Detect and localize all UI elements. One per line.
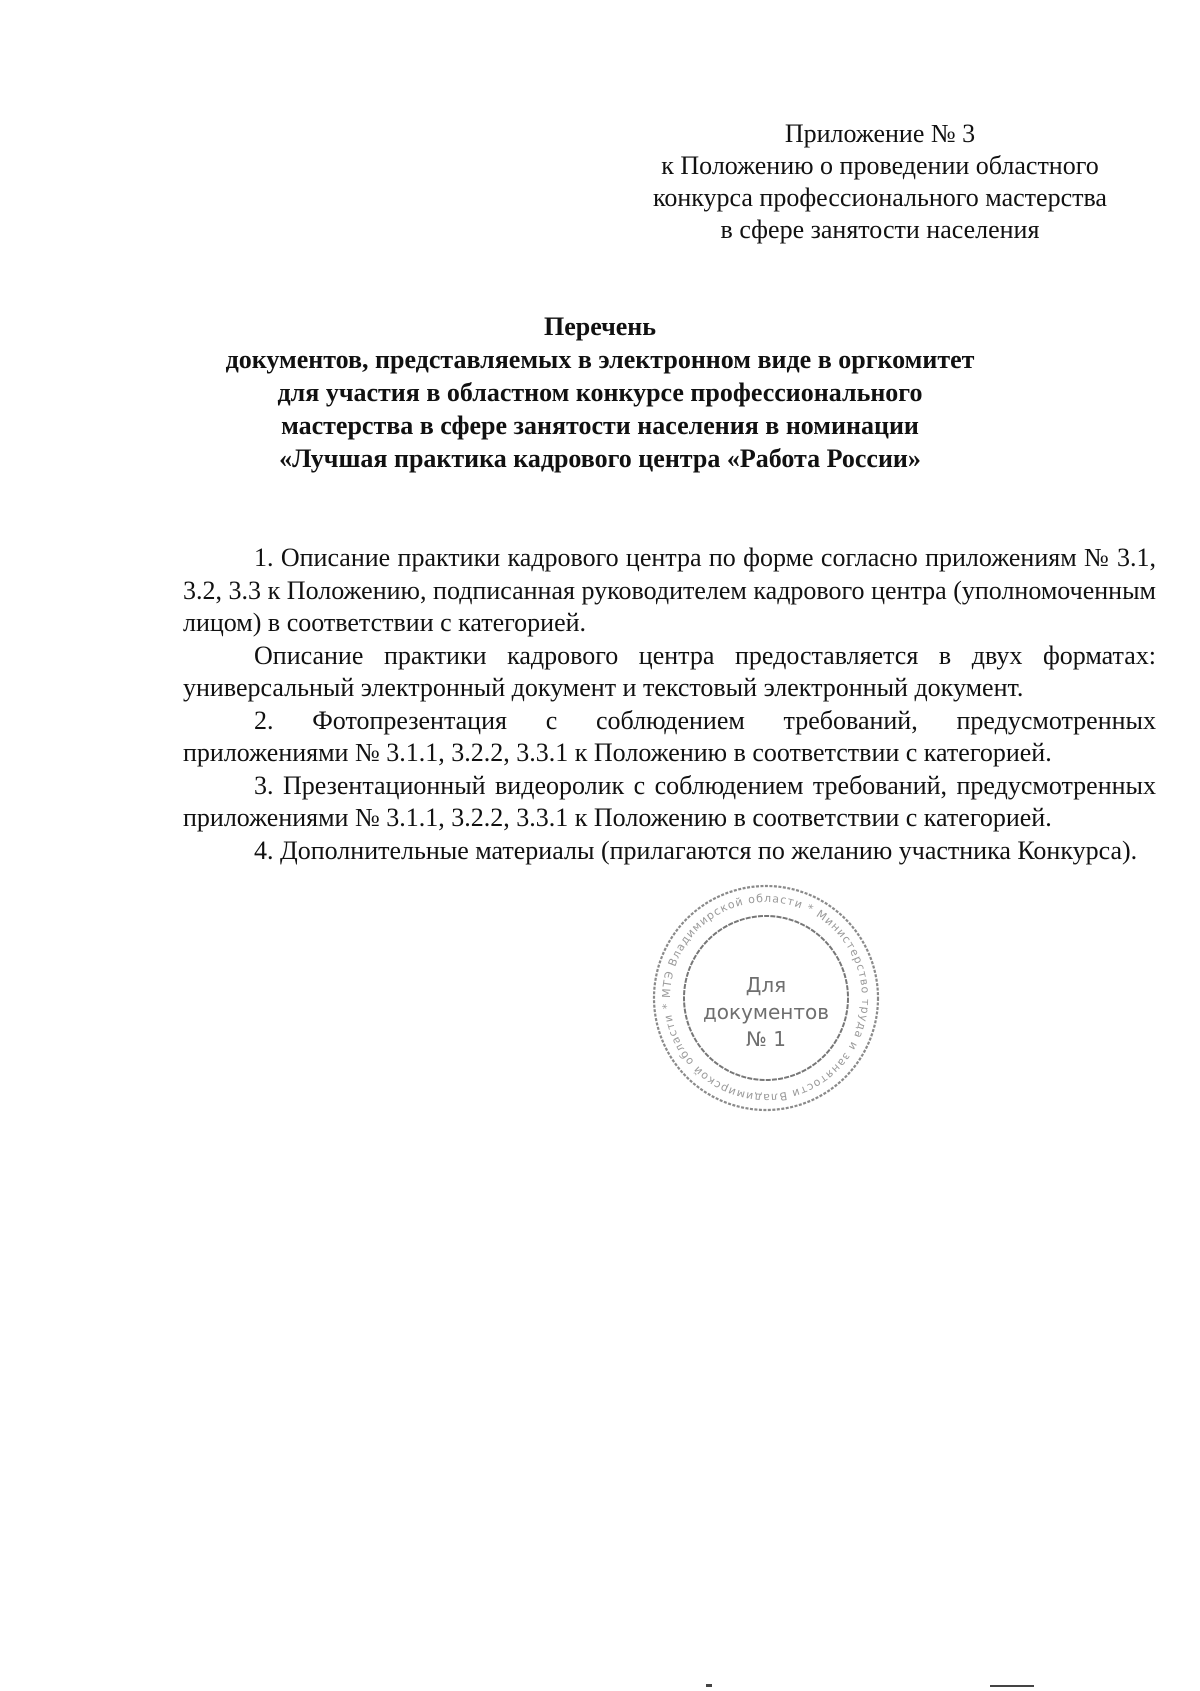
list-item: 1. Описание практики кадрового центра по форме согласно приложениям № 3.1, 3.2, 3.3 к Положению, подписанная руководителем кадрового центра (уполномоченным лицом) в соответствии с категорией. xyxy=(183,543,1156,637)
title-line: «Лучшая практика кадрового центра «Работа России» xyxy=(279,444,921,473)
list-item: 4. Дополнительные материалы (прилагаются по желанию участника Конкурса). xyxy=(254,835,1138,865)
list-item: 3. Презентационный видеоролик с соблюдением требований, предусмотренных приложениями № 3.1.1, 3.2.2, 3.3.1 к Положению в соответствии с категорией. xyxy=(183,770,1156,832)
title-line: документов, представляемых в электронном виде в оргкомитет xyxy=(225,345,975,374)
title-line: для участия в областном конкурсе профессионального xyxy=(277,378,923,407)
appendix-reference-line: в сфере занятости населения xyxy=(720,215,1040,244)
appendix-header xyxy=(620,118,1140,246)
stamp-ring-text: МТЭ Владимирской области * Министерство труда и занятости Владимирской области * xyxy=(659,891,873,1105)
stamp-center-line: Для xyxy=(745,973,787,997)
title-line: мастерства в сфере занятости населения в номинации xyxy=(281,411,919,440)
stamp-center-line: документов xyxy=(702,1000,830,1024)
round-stamp xyxy=(648,880,884,1116)
stamp-center-line: № 1 xyxy=(746,1027,786,1051)
appendix-reference-line: к Положению о проведении областного xyxy=(661,151,1099,180)
list-item: Описание практики кадрового центра предоставляется в двух форматах: универсальный электронный документ и текстовый электронный документ. xyxy=(183,640,1156,702)
title-line: Перечень xyxy=(543,312,657,341)
document-title xyxy=(160,310,1040,475)
appendix-reference-line: конкурса профессионального мастерства xyxy=(653,183,1107,212)
appendix-number: Приложение № 3 xyxy=(784,119,976,148)
document-body xyxy=(183,542,1156,867)
scan-artifacts xyxy=(0,1670,1200,1691)
list-item: 2. Фотопрезентация с соблюдением требований, предусмотренных приложениями № 3.1.1, 3.2.2, 3.3.1 к Положению в соответствии с категорией. xyxy=(183,705,1156,767)
